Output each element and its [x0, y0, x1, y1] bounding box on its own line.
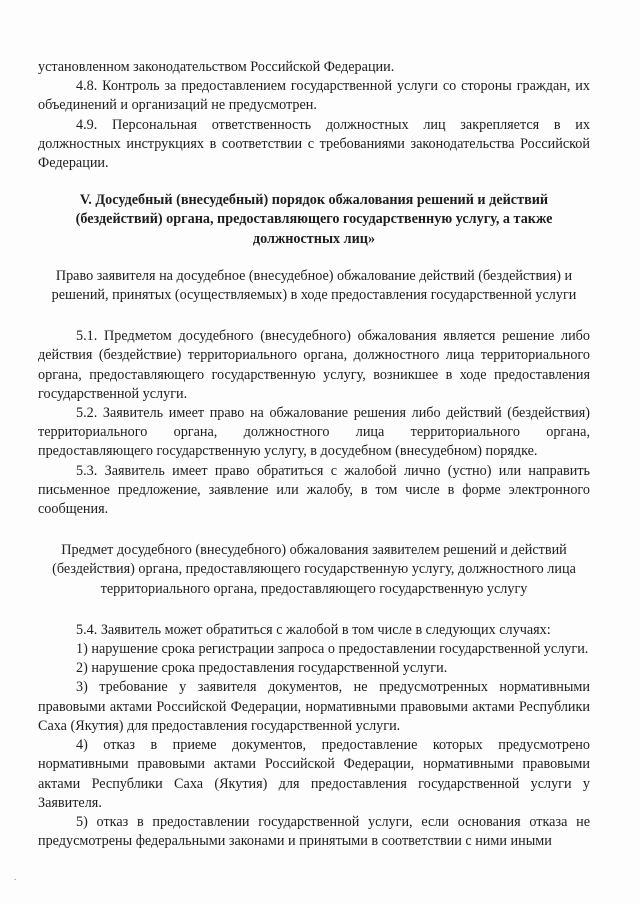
subheading-subject-of-appeal: Предмет досудебного (внесудебного) обжалования заявителем решений и действий (бездействия) органа, предоставляющего государственную услугу, должностного лица территориального органа, предоставляющего государственную услугу	[52, 542, 576, 597]
section-5-heading: V. Досудебный (внесудебный) порядок обжалования решений и действий (бездействий) органа, предоставляющего государственную услугу, а также должностных лиц»	[75, 192, 553, 247]
scan-specks: .	[14, 872, 17, 882]
list-item-1: 1) нарушение срока регистрации запроса о предоставлении государственной услуги.	[76, 641, 589, 658]
list-item-4: 4) отказ в приеме документов, предоставление которых предусмотрено нормативными правовыми актами Российской Федерации, нормативными правовыми актами Республики Саха (Якутия) для предоставления государственной услуги у Заявителя.	[38, 737, 590, 811]
paragraph-4-9: 4.9. Персональная ответственность должностных лиц закрепляется в их должностных инструкциях в соответствии с требованиями законодательства Российской Федерации.	[38, 116, 590, 172]
list-item-5: 5) отказ в предоставлении государственной услуги, если основания отказа не предусмотрены федеральными законами и принятыми в соответствии с ними иными	[38, 813, 590, 850]
list-item-3: 3) требование у заявителя документов, не предусмотренных нормативными правовыми актами Российской Федерации, нормативными правовыми актами Республики Саха (Якутия) для предоставления государственной услуги.	[38, 679, 590, 734]
paragraph-5-4: 5.4. Заявитель может обратиться с жалобой в том числе в следующих случаях:	[76, 621, 551, 638]
list-item-2: 2) нарушение срока предоставления государственной услуги.	[76, 660, 448, 677]
paragraph-5-1: 5.1. Предметом досудебного (внесудебного) обжалования является решение либо действия (бездействие) территориального органа, должностного лица территориального органа, предоставляющего государственную услугу, возникшее в ходе предоставления государственной услуги.	[38, 328, 590, 402]
document-page	[38, 58, 590, 851]
subheading-right-to-appeal: Право заявителя на досудебное (внесудебное) обжалование действий (бездействия) и решений, принятых (осуществляемых) в ходе предоставления государственной услуги	[51, 267, 577, 304]
paragraph-end-4-7: установленном законодательством Российской Федерации.	[38, 59, 395, 75]
paragraph-5-3: 5.3. Заявитель имеет право обратиться с жалобой лично (устно) или направить письменное предложение, заявление или жалобу, в том числе в форме электронного сообщения.	[38, 462, 590, 518]
paragraph-4-8: 4.8. Контроль за предоставлением государственной услуги со стороны граждан, их объединений и организаций не предусмотрен.	[38, 78, 590, 114]
paragraph-5-2: 5.2. Заявитель имеет право на обжалование решения либо действий (бездействия) территориального органа, должностного лица территориального органа, предоставляющего государственную услугу, в досудебном (внесудебном) порядке.	[38, 405, 590, 460]
